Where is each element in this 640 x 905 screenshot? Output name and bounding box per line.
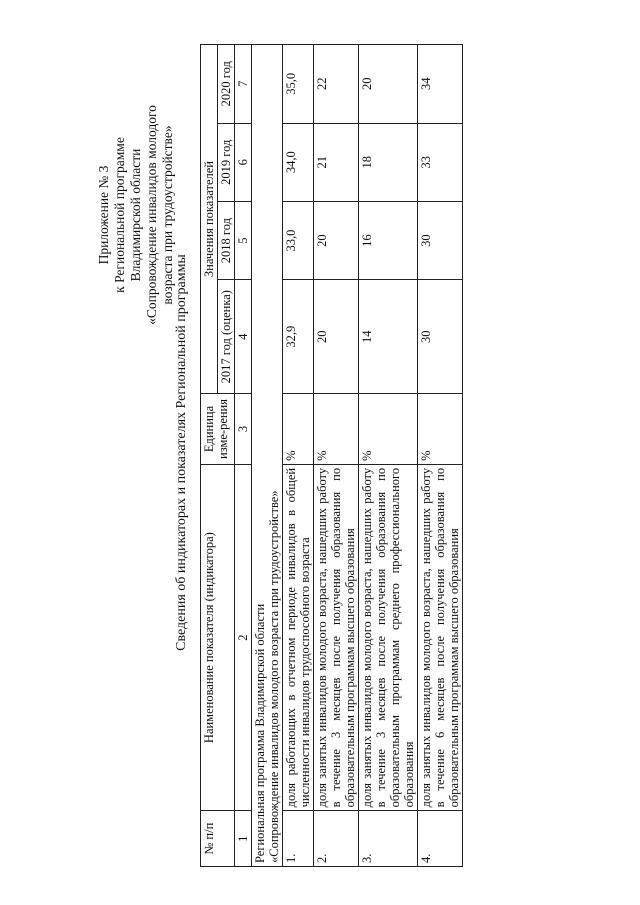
row-value-2020: 34 <box>418 45 463 124</box>
table-header-row <box>201 45 218 867</box>
row-value-2020: 22 <box>314 45 359 124</box>
col-number: 5 <box>235 201 252 279</box>
column-numbers-row <box>235 45 252 867</box>
header-year-2017: 2017 год (оценка) <box>218 280 235 394</box>
header-name: Наименование показателя (индикатора) <box>201 464 235 810</box>
row-unit: % <box>359 394 418 465</box>
appendix-name-1: «Сопровождение инвалидов молодого <box>144 105 159 325</box>
appendix-program: к Региональной программе <box>112 137 127 293</box>
indicators-table <box>200 44 463 867</box>
header-year-2018: 2018 год <box>218 201 235 279</box>
row-no: 4. <box>418 811 463 867</box>
row-unit: % <box>314 394 359 465</box>
row-indicator-name: доля работающих в отчетном периоде инвалидов в общей численности инвалидов трудоспособного возраста <box>283 464 314 810</box>
col-number: 2 <box>235 464 252 810</box>
row-value-2017: 20 <box>314 280 359 394</box>
header-year-2019: 2019 год <box>218 123 235 201</box>
header-unit: Единица изме-рения <box>201 394 235 465</box>
table-row <box>359 45 418 867</box>
header-values: Значения показателей <box>201 45 218 394</box>
col-number: 4 <box>235 280 252 394</box>
table-row <box>283 45 314 867</box>
appendix-name-2: возраста при трудоустройстве» <box>160 125 175 305</box>
row-value-2020: 35,0 <box>283 45 314 124</box>
col-number: 7 <box>235 45 252 124</box>
row-no: 3. <box>359 811 418 867</box>
document-title: Сведения об индикаторах и показателях Региональной программы <box>174 254 189 651</box>
row-unit: % <box>283 394 314 465</box>
program-title-line1: Региональная программа Владимирской области <box>253 603 267 863</box>
row-value-2019: 18 <box>359 123 418 201</box>
program-title <box>252 45 283 867</box>
col-number: 1 <box>235 811 252 867</box>
appendix-region: Владимирской области <box>128 148 143 282</box>
row-value-2017: 14 <box>359 280 418 394</box>
row-unit: % <box>418 394 463 465</box>
row-value-2017: 30 <box>418 280 463 394</box>
header-year-2020: 2020 год <box>218 45 235 124</box>
row-value-2019: 34,0 <box>283 123 314 201</box>
col-number: 6 <box>235 123 252 201</box>
table-row <box>418 45 463 867</box>
program-row <box>252 45 283 867</box>
row-value-2020: 20 <box>359 45 418 124</box>
row-value-2019: 21 <box>314 123 359 201</box>
program-title-line2: «Сопровождение инвалидов молодого возраста при трудоустройстве» <box>267 490 281 863</box>
row-indicator-name: доля занятых инвалидов молодого возраста, нашедших работу в течение 6 месяцев после получения образования по образовательным программам высшего образования <box>418 464 463 810</box>
header-no: № п/п <box>201 811 235 867</box>
row-value-2018: 33,0 <box>283 201 314 279</box>
row-no: 2. <box>314 811 359 867</box>
appendix-number: Приложение № 3 <box>96 165 111 265</box>
appendix-header <box>96 65 176 365</box>
row-value-2019: 33 <box>418 123 463 201</box>
row-indicator-name: доля занятых инвалидов молодого возраста, нашедших работу в течение 3 месяцев после получения образования по образовательным программам высшего образования <box>314 464 359 810</box>
row-value-2018: 30 <box>418 201 463 279</box>
row-value-2018: 16 <box>359 201 418 279</box>
row-value-2018: 20 <box>314 201 359 279</box>
row-indicator-name: доля занятых инвалидов молодого возраста, нашедших работу в течение 3 месяцев после получения образования по образовательным программам среднего профессионального образования <box>359 464 418 810</box>
row-value-2017: 32,9 <box>283 280 314 394</box>
table-row <box>314 45 359 867</box>
col-number: 3 <box>235 394 252 465</box>
row-no: 1. <box>283 811 314 867</box>
